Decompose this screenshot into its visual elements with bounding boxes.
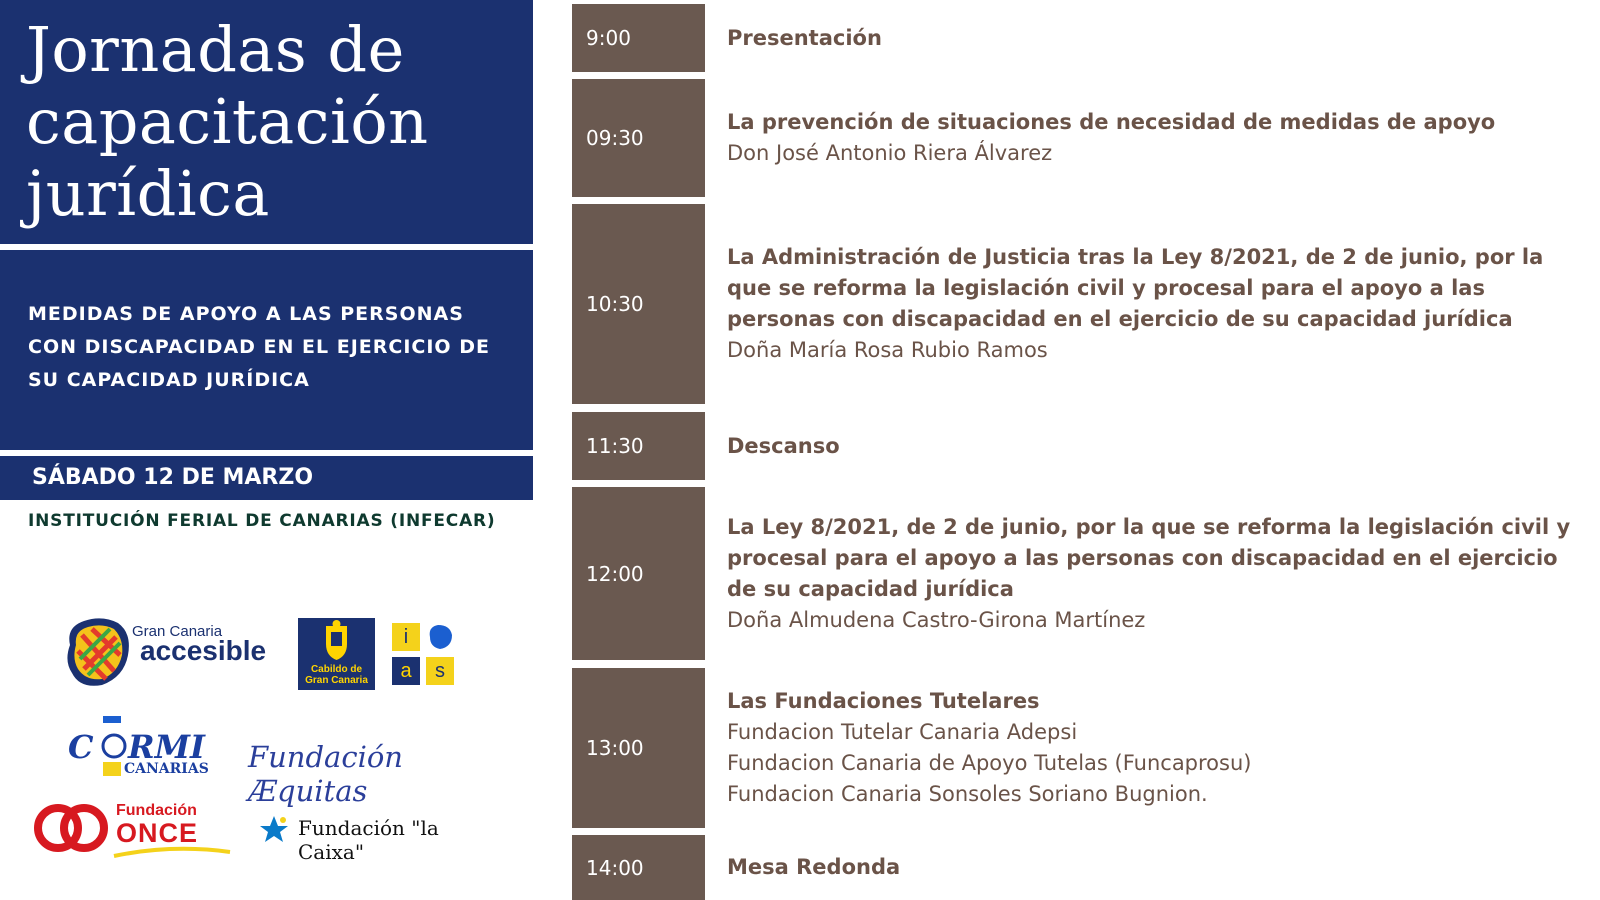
session-title: La prevención de situaciones de necesidad de medidas de apoyo xyxy=(727,110,1496,134)
session-speaker: Don José Antonio Riera Álvarez xyxy=(727,141,1053,165)
time-label: 11:30 xyxy=(586,434,644,458)
time-label: 12:00 xyxy=(586,561,644,586)
session-title: La Administración de Justicia tras la Ley 8/2021, de 2 de junio, por la que se reforma la legislación civil y procesal para el apoyo a las personas con discapacidad en el ejercicio de su capacidad jurídica xyxy=(727,245,1544,331)
session-content xyxy=(727,79,1582,197)
time-cell xyxy=(572,668,705,828)
session-title: Las Fundaciones Tutelares xyxy=(727,689,1040,713)
schedule-row xyxy=(572,4,1582,72)
session-title: La Ley 8/2021, de 2 de junio, por la que se reforma la legislación civil y procesal para el apoyo a las personas con discapacidad en el ejercicio de su capacidad jurídica xyxy=(727,514,1571,601)
cormi-letters: RMI xyxy=(128,728,205,766)
date-banner xyxy=(0,456,533,500)
session-speaker: Fundacion Canaria Sonsoles Soriano Bugnion. xyxy=(727,782,1208,806)
title-line-3: jurídica xyxy=(26,157,270,230)
session-content xyxy=(727,4,1582,72)
time-cell xyxy=(572,835,705,900)
cormi-subtitle: CANARIAS xyxy=(124,761,209,777)
time-label: 13:00 xyxy=(586,736,644,760)
island-icon xyxy=(426,623,454,651)
subtitle-panel xyxy=(0,250,533,450)
once-line-1: Fundación xyxy=(116,802,197,819)
session-speaker: Fundacion Canaria de Apoyo Tutelas (Funcaprosu) xyxy=(727,751,1252,775)
subtitle: MEDIDAS DE APOYO A LAS PERSONAS CON DISCAPACIDAD EN EL EJERCICIO DE SU CAPACIDAD JURÍDICA xyxy=(28,303,490,391)
ias-letter-s: s xyxy=(426,657,454,685)
session-title: Presentación xyxy=(727,25,882,50)
fundacion-la-caixa-logo xyxy=(256,812,486,864)
session-speaker: Doña María Rosa Rubio Ramos xyxy=(727,338,1048,362)
session-content xyxy=(727,835,1582,900)
time-label: 10:30 xyxy=(586,292,644,316)
star-icon xyxy=(256,812,292,848)
time-label: 9:00 xyxy=(586,26,631,50)
page-title xyxy=(26,14,429,230)
time-label: 09:30 xyxy=(586,126,644,150)
time-cell xyxy=(572,412,705,480)
time-cell xyxy=(572,204,705,404)
schedule-row xyxy=(572,79,1582,197)
gran-canaria-accesible-logo xyxy=(62,615,287,690)
time-cell xyxy=(572,79,705,197)
session-content xyxy=(727,204,1582,404)
session-content xyxy=(727,487,1582,660)
title-line-1: Jornadas de xyxy=(26,13,405,86)
once-line-2: ONCE xyxy=(116,818,199,848)
event-date: SÁBADO 12 DE MARZO xyxy=(32,465,314,490)
session-title: Mesa Redonda xyxy=(727,855,901,879)
session-content xyxy=(727,668,1582,828)
session-speaker: Fundacion Tutelar Canaria Adepsi xyxy=(727,720,1078,744)
cabildo-logo xyxy=(298,618,375,690)
title-line-2: capacitación xyxy=(26,85,429,158)
once-swoosh-icon xyxy=(112,846,232,858)
fundacion-once-logo xyxy=(34,800,239,858)
schedule-row xyxy=(572,412,1582,480)
cabildo-text: Cabildo de Gran Canaria xyxy=(305,664,368,686)
cormi-letter-c: C xyxy=(68,728,94,766)
gran-canaria-map-icon xyxy=(62,615,134,690)
gca-line-2: accesible xyxy=(140,635,267,666)
once-rings-icon xyxy=(34,800,116,858)
time-cell xyxy=(572,487,705,660)
session-speaker: Doña Almudena Castro-Girona Martínez xyxy=(727,607,1146,632)
session-content xyxy=(727,412,1582,480)
title-panel xyxy=(0,0,533,244)
schedule-row xyxy=(572,835,1582,900)
time-cell xyxy=(572,4,705,72)
schedule-row xyxy=(572,204,1582,404)
gca-line-1: Gran Canaria xyxy=(132,623,223,640)
schedule-row xyxy=(572,668,1582,828)
caixa-text: Fundación "la Caixa" xyxy=(298,816,439,864)
cormi-canarias-logo xyxy=(68,716,209,778)
time-label: 14:00 xyxy=(586,855,644,880)
ias-logo xyxy=(392,623,456,685)
shield-icon xyxy=(298,618,375,664)
session-title: Descanso xyxy=(727,433,840,458)
fundacion-aequitas-logo: Fundación Æquitas xyxy=(248,740,403,808)
event-venue: INSTITUCIÓN FERIAL DE CANARIAS (INFECAR) xyxy=(28,511,496,531)
title-divider xyxy=(0,244,533,248)
schedule-row xyxy=(572,487,1582,660)
ias-letter-i: i xyxy=(392,623,420,651)
ias-letter-a: a xyxy=(392,657,420,685)
